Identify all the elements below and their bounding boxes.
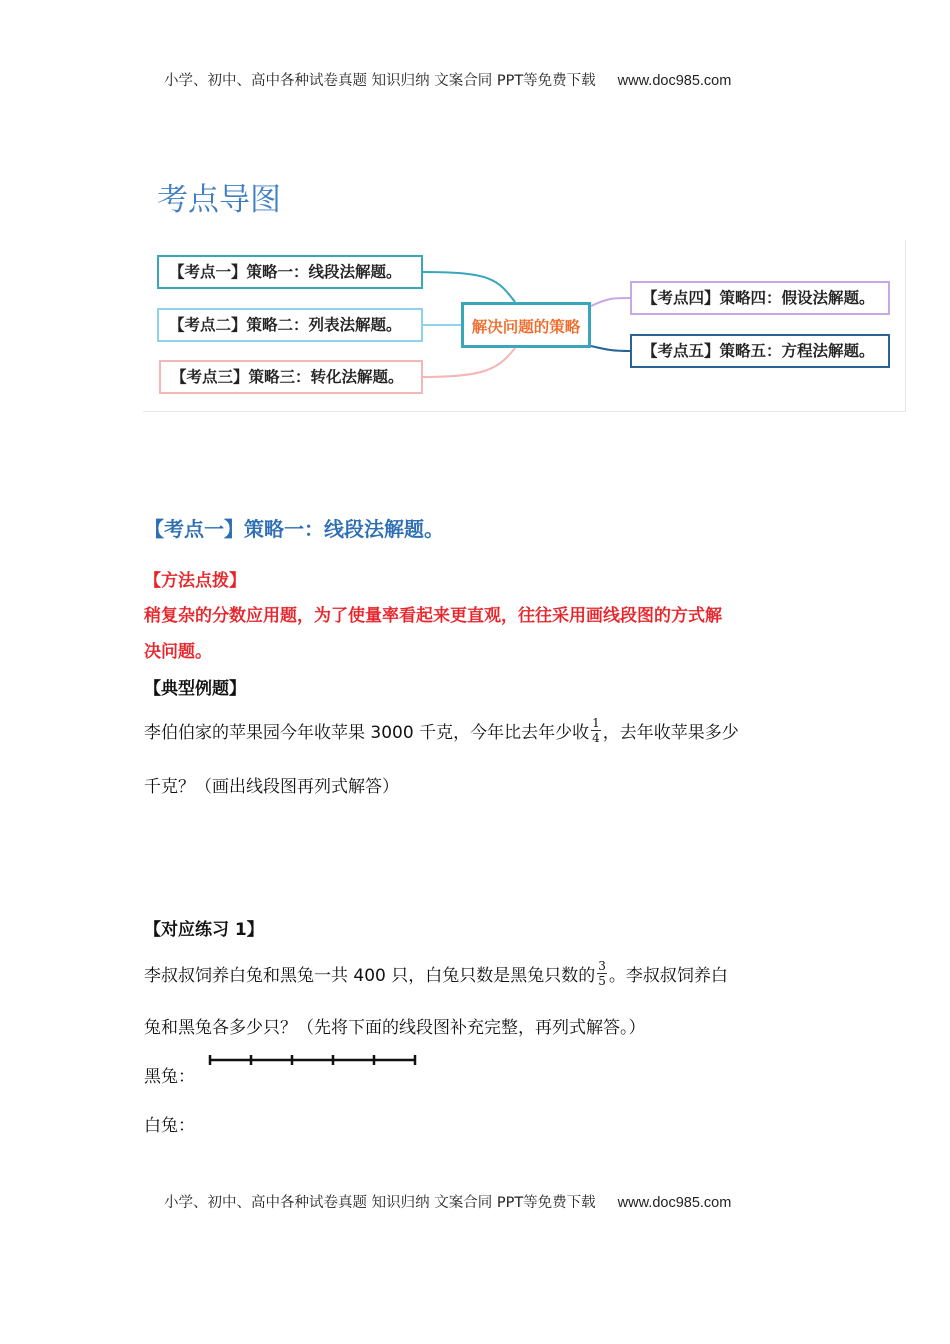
practice-fraction-numerator: 3: [598, 958, 606, 973]
page-title: 考点导图: [157, 182, 281, 218]
method-line-2: 决问题。: [144, 642, 212, 662]
practice-line-1: [144, 953, 728, 993]
connector-3: [423, 348, 515, 377]
practice-text-b: 。李叔叔饲养白: [608, 965, 728, 986]
mindmap-center: 解决问题的策略: [461, 302, 591, 348]
page-footer: [164, 1191, 731, 1212]
black-rabbit-segment: [205, 1052, 420, 1068]
connector-5: [591, 346, 630, 351]
mindmap-node-5: 【考点五】策略五：方程法解题。: [630, 334, 890, 368]
connector-1: [423, 272, 515, 302]
mindmap: [143, 240, 906, 412]
section-heading: 【考点一】策略一：线段法解题。: [144, 517, 444, 541]
mindmap-node-4: 【考点四】策略四：假设法解题。: [630, 281, 890, 315]
white-rabbit-label: 白兔：: [144, 1116, 195, 1136]
header-text: 小学、初中、高中各种试卷真题 知识归纳 文案合同 PPT等免费下载: [164, 73, 596, 89]
black-rabbit-label: 黑兔：: [144, 1067, 195, 1087]
connector-4: [591, 298, 630, 306]
footer-text: 小学、初中、高中各种试卷真题 知识归纳 文案合同 PPT等免费下载: [164, 1195, 596, 1211]
practice-fraction-denominator: 5: [598, 973, 606, 988]
example-label: 【典型例题】: [144, 679, 246, 699]
practice-text-a: 李叔叔饲养白兔和黑兔一共 400 只，白兔只数是黑兔只数的: [144, 965, 596, 986]
example-fraction-numerator: 1: [592, 715, 600, 730]
example-text-a: 李伯伯家的苹果园今年收苹果 3000 千克，今年比去年少收: [144, 722, 590, 743]
mindmap-node-1: 【考点一】策略一：线段法解题。: [157, 255, 423, 289]
practice-label: 【对应练习 1】: [144, 920, 264, 940]
example-line-1: [144, 710, 739, 750]
method-label: 【方法点拨】: [144, 571, 246, 591]
header-url[interactable]: www.doc985.com: [617, 73, 732, 89]
method-line-1: 稍复杂的分数应用题，为了使量率看起来更直观，往往采用画线段图的方式解: [144, 606, 722, 626]
example-line-2: 千克？（画出线段图再列式解答）: [144, 777, 399, 797]
practice-line-2: 兔和黑兔各多少只？（先将下面的线段图补充完整，再列式解答。）: [144, 1018, 646, 1038]
example-text-b: ，去年收苹果多少: [602, 722, 739, 743]
example-fraction: [591, 716, 601, 745]
mindmap-node-2: 【考点二】策略二：列表法解题。: [157, 308, 423, 342]
example-fraction-denominator: 4: [592, 730, 600, 745]
page-header: [164, 69, 731, 90]
footer-url[interactable]: www.doc985.com: [617, 1195, 732, 1211]
mindmap-node-3: 【考点三】策略三：转化法解题。: [159, 360, 423, 394]
practice-fraction: [597, 959, 607, 988]
